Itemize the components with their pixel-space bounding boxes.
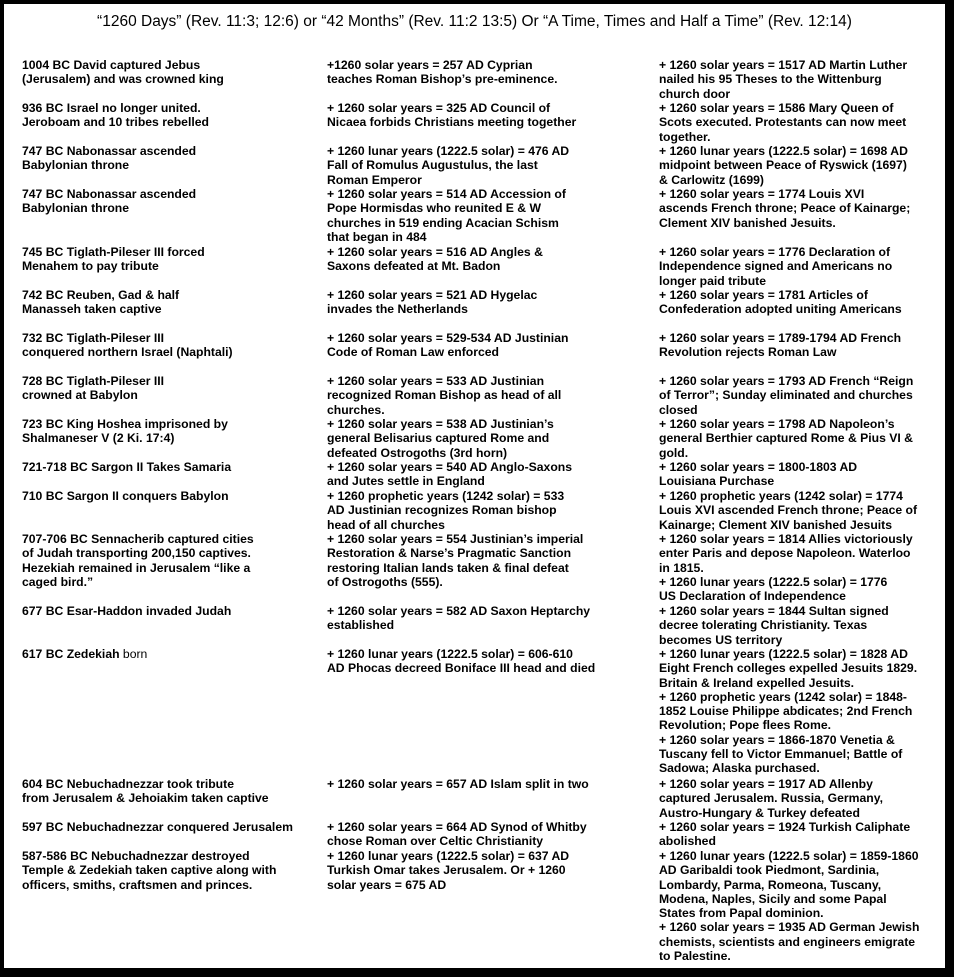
second-fulfillment-cell — [659, 331, 948, 374]
bc-event-cell — [20, 417, 327, 460]
first-fulfillment-cell — [327, 777, 659, 820]
first-fulfillment-cell — [327, 374, 659, 417]
table-row — [20, 489, 948, 532]
second-fulfillment-cell — [659, 245, 948, 288]
second-fulfillment-text: + 1260 solar years = 1924 Turkish Caliphate abolished — [659, 820, 911, 849]
table-row — [20, 604, 948, 647]
second-fulfillment-text: + 1260 solar years = 1776 Declaration of Independence signed and Americans no longer paid tribute — [659, 245, 893, 288]
second-fulfillment-cell — [659, 604, 948, 647]
bc-event-text: 677 BC Esar-Haddon invaded Judah — [22, 604, 232, 618]
second-fulfillment-cell — [659, 58, 948, 101]
first-fulfillment-cell — [327, 460, 659, 489]
first-fulfillment-cell — [327, 58, 659, 101]
second-fulfillment-cell — [659, 849, 948, 965]
second-fulfillment-cell — [659, 288, 948, 331]
first-fulfillment-cell — [327, 604, 659, 647]
second-fulfillment-text: + 1260 lunar years (1222.5 solar) = 1698 AD midpoint between Peace of Ryswick (1697) & Carlowitz (1699) — [659, 144, 908, 187]
second-fulfillment-cell — [659, 489, 948, 532]
bc-event-cell — [20, 187, 327, 245]
first-fulfillment-text: + 1260 solar years = 521 AD Hygelac invades the Netherlands — [327, 288, 538, 317]
first-fulfillment-text: + 1260 solar years = 664 AD Synod of Whitby chose Roman over Celtic Christianity — [327, 820, 587, 849]
second-fulfillment-cell — [659, 777, 948, 820]
first-fulfillment-text: + 1260 solar years = 516 AD Angles & Saxons defeated at Mt. Badon — [327, 245, 543, 274]
bc-event-text: 1004 BC David captured Jebus (Jerusalem) and was crowned king — [22, 58, 224, 87]
bc-event-plain: born — [119, 647, 148, 661]
bc-event-cell — [20, 288, 327, 331]
first-fulfillment-text: + 1260 lunar years (1222.5 solar) = 637 AD Turkish Omar takes Jerusalem. Or + 1260 solar years = 675 AD — [327, 849, 570, 892]
table-row — [20, 331, 948, 374]
second-fulfillment-text: + 1260 solar years = 1793 AD French “Reign of Terror”; Sunday eliminated and churches closed — [659, 374, 914, 417]
bc-event-text: 710 BC Sargon II conquers Babylon — [22, 489, 229, 503]
first-fulfillment-text: + 1260 solar years = 514 AD Accession of Pope Hormisdas who reunited E & W churches in 519 ending Acacian Schism that began in 484 — [327, 187, 566, 244]
bc-event-bold: 617 BC Zedekiah — [22, 647, 120, 661]
table-row — [20, 58, 948, 101]
first-fulfillment-cell — [327, 288, 659, 331]
bc-event-text: 732 BC Tiglath-Pileser III conquered northern Israel (Naphtali) — [22, 331, 233, 360]
table-row — [20, 849, 948, 965]
table-row — [20, 460, 948, 489]
table-row — [20, 647, 948, 777]
bc-event-text: 723 BC King Hoshea imprisoned by Shalmaneser V (2 Ki. 17:4) — [22, 417, 228, 446]
second-fulfillment-text: + 1260 solar years = 1800-1803 AD Louisiana Purchase — [659, 460, 858, 489]
second-fulfillment-text: + 1260 solar years = 1774 Louis XVI ascends French throne; Peace of Kainarge; Clement XIV banished Jesuits. — [659, 187, 911, 230]
bc-event-cell — [20, 58, 327, 101]
table-row — [20, 532, 948, 604]
second-fulfillment-text: + 1260 prophetic years (1242 solar) = 1774 Louis XVI ascended French throne; Peace of Kainarge; Clement XIV banished Jesuits — [659, 489, 918, 532]
first-fulfillment-cell — [327, 101, 659, 144]
second-fulfillment-text: + 1260 solar years = 1814 Allies victoriously enter Paris and depose Napoleon. Waterloo in 1815. + 1260 lunar years (1222.5 solar) = 1776 US Declaration of Independence — [659, 532, 913, 604]
second-fulfillment-text: + 1260 solar years = 1586 Mary Queen of Scots executed. Protestants can now meet together. — [659, 101, 907, 144]
first-fulfillment-text: + 1260 prophetic years (1242 solar) = 533 AD Justinian recognizes Roman bishop head of all churches — [327, 489, 565, 532]
first-fulfillment-cell — [327, 245, 659, 288]
table-row — [20, 417, 948, 460]
second-fulfillment-text: + 1260 solar years = 1789-1794 AD French Revolution rejects Roman Law — [659, 331, 902, 360]
first-fulfillment-cell — [327, 849, 659, 965]
bc-event-text: 747 BC Nabonassar ascended Babylonian throne — [22, 187, 197, 216]
table-row — [20, 777, 948, 820]
second-fulfillment-text: + 1260 solar years = 1798 AD Napoleon’s general Berthier captured Rome & Pius VI & gold. — [659, 417, 913, 460]
second-fulfillment-text: + 1260 solar years = 1781 Articles of Confederation adopted uniting Americans — [659, 288, 902, 317]
second-fulfillment-cell — [659, 417, 948, 460]
second-fulfillment-cell — [659, 187, 948, 245]
first-fulfillment-text: + 1260 solar years = 325 AD Council of Nicaea forbids Christians meeting together — [327, 101, 577, 130]
first-fulfillment-text: + 1260 lunar years (1222.5 solar) = 476 AD Fall of Romulus Augustulus, the last Roman Emperor — [327, 144, 570, 187]
second-fulfillment-cell — [659, 101, 948, 144]
second-fulfillment-text: + 1260 solar years = 1844 Sultan signed decree tolerating Christianity. Texas becomes US territory — [659, 604, 889, 647]
first-fulfillment-cell — [327, 647, 659, 777]
second-fulfillment-text: + 1260 solar years = 1917 AD Allenby captured Jerusalem. Russia, Germany, Austro-Hungary & Turkey defeated — [659, 777, 883, 820]
bc-event-cell — [20, 460, 327, 489]
bc-event-text: 936 BC Israel no longer united. Jeroboam and 10 tribes rebelled — [22, 101, 209, 130]
table-row — [20, 820, 948, 849]
bc-event-text: 745 BC Tiglath-Pileser III forced Menahem to pay tribute — [22, 245, 205, 274]
first-fulfillment-text: + 1260 solar years = 533 AD Justinian recognized Roman Bishop as head of all churches. — [327, 374, 562, 417]
first-fulfillment-cell — [327, 331, 659, 374]
second-fulfillment-cell — [659, 144, 948, 187]
table-row — [20, 288, 948, 331]
table-row — [20, 245, 948, 288]
second-fulfillment-text: + 1260 solar years = 1517 AD Martin Luther nailed his 95 Theses to the Wittenburg church door — [659, 58, 908, 101]
table-row — [20, 187, 948, 245]
first-fulfillment-cell — [327, 417, 659, 460]
timeline-table — [20, 58, 948, 965]
first-fulfillment-text: + 1260 solar years = 554 Justinian’s imperial Restoration & Narse’s Pragmatic Sanction restoring Italian lands taken & final defeat of Ostrogoths (555). — [327, 532, 584, 589]
first-fulfillment-cell — [327, 532, 659, 604]
second-fulfillment-text: + 1260 lunar years (1222.5 solar) = 1859-1860 AD Garibaldi took Piedmont, Sardinia, Lombardy, Parma, Romeona, Tuscany, Modena, Naples, Sicily and some Papal States from Papal dominion. + 1260 solar years = 1935 AD German Jewish chemists, scientists and engineers emigrate to Palestine. — [659, 849, 920, 964]
second-fulfillment-cell — [659, 532, 948, 604]
bc-event-text: 728 BC Tiglath-Pileser III crowned at Babylon — [22, 374, 165, 403]
bc-event-cell — [20, 144, 327, 187]
table-row — [20, 101, 948, 144]
first-fulfillment-text: + 1260 solar years = 529-534 AD Justinian Code of Roman Law enforced — [327, 331, 569, 360]
bc-event-cell — [20, 374, 327, 417]
first-fulfillment-cell — [327, 144, 659, 187]
bc-event-cell — [20, 532, 327, 604]
table-row — [20, 144, 948, 187]
bc-event-text: 587-586 BC Nebuchadnezzar destroyed Temple & Zedekiah taken captive along with officers, smiths, craftsmen and princes. — [22, 849, 277, 892]
second-fulfillment-cell — [659, 460, 948, 489]
second-fulfillment-cell — [659, 820, 948, 849]
bc-event-text: 707-706 BC Sennacherib captured cities of Judah transporting 200,150 captives. Hezekiah remained in Jerusalem “like a caged bird.” — [22, 532, 254, 589]
first-fulfillment-text: + 1260 solar years = 582 AD Saxon Heptarchy established — [327, 604, 591, 633]
bc-event-text: 597 BC Nebuchadnezzar conquered Jerusalem — [22, 820, 293, 834]
bc-event-text: 742 BC Reuben, Gad & half Manasseh taken captive — [22, 288, 180, 317]
bc-event-cell — [20, 245, 327, 288]
second-fulfillment-text: + 1260 lunar years (1222.5 solar) = 1828 AD Eight French colleges expelled Jesuits 1829. Britain & Ireland expelled Jesuits. + 1260 prophetic years (1242 solar) = 1848- 1852 Louise Philippe abdicates; 2nd French Revolution; Pope flees Rome. + 1260 solar years = 1866-1870 Venetia & Tuscany fell to Victor Emmanuel; Battle of Sadowa; Alaska purchased. — [659, 647, 918, 776]
second-fulfillment-cell — [659, 374, 948, 417]
bc-event-cell — [20, 101, 327, 144]
table-row — [20, 374, 948, 417]
bc-event-text — [22, 647, 327, 661]
first-fulfillment-text: + 1260 solar years = 538 AD Justinian’s general Belisarius captured Rome and defeated Ostrogoths (3rd horn) — [327, 417, 554, 460]
bc-event-cell — [20, 331, 327, 374]
bc-event-cell — [20, 604, 327, 647]
second-fulfillment-cell — [659, 647, 948, 777]
first-fulfillment-text: +1260 solar years = 257 AD Cyprian teaches Roman Bishop’s pre-eminence. — [327, 58, 558, 87]
first-fulfillment-text: + 1260 solar years = 540 AD Anglo-Saxons and Jutes settle in England — [327, 460, 572, 489]
bc-event-cell — [20, 647, 327, 777]
page-title: “1260 Days” (Rev. 11:3; 12:6) or “42 Months” (Rev. 11:2 13:5) Or “A Time, Times and Half a Time” (Rev. 12:14) — [97, 13, 852, 30]
bc-event-text: 747 BC Nabonassar ascended Babylonian throne — [22, 144, 197, 173]
bc-event-cell — [20, 777, 327, 820]
bc-event-text: 721-718 BC Sargon II Takes Samaria — [22, 460, 232, 474]
bc-event-cell — [20, 489, 327, 532]
bc-event-cell — [20, 849, 327, 965]
first-fulfillment-text: + 1260 solar years = 657 AD Islam split in two — [327, 777, 589, 791]
first-fulfillment-cell — [327, 489, 659, 532]
first-fulfillment-cell — [327, 820, 659, 849]
first-fulfillment-text: + 1260 lunar years (1222.5 solar) = 606-610 AD Phocas decreed Boniface III head and died — [327, 647, 596, 676]
bc-event-text: 604 BC Nebuchadnezzar took tribute from Jerusalem & Jehoiakim taken captive — [22, 777, 269, 806]
bc-event-cell — [20, 820, 327, 849]
first-fulfillment-cell — [327, 187, 659, 245]
